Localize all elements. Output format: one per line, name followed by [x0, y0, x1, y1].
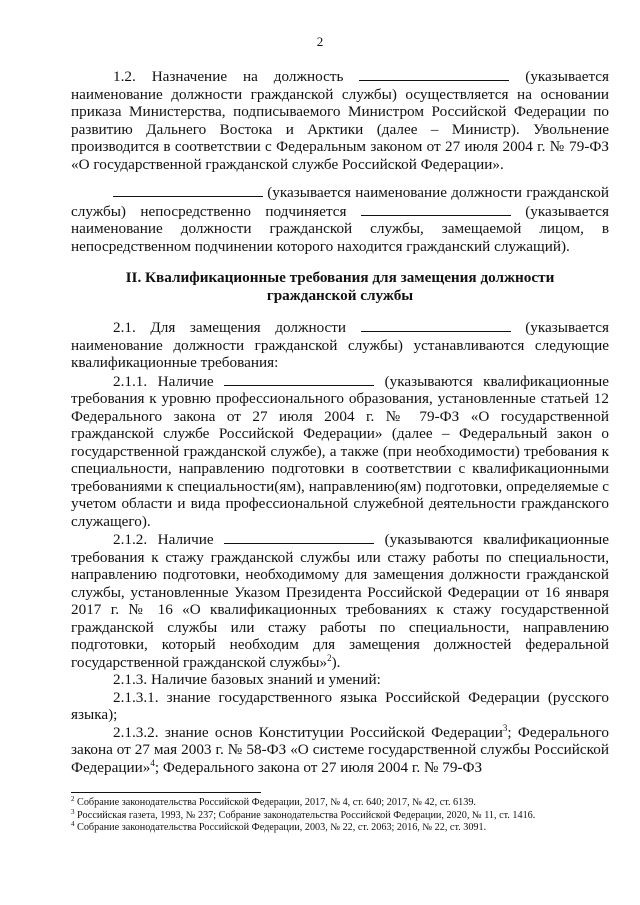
blank-education-line: [224, 372, 374, 386]
paragraph-2-1-2-start: 2.1.2. Наличие: [113, 531, 225, 548]
footnote-2: [71, 797, 609, 810]
footnote-text: Собрание законодательства Российской Федерации, 2003, № 22, ст. 2063; 2016, № 22, ст. 3091.: [74, 822, 487, 833]
footnote-3: [71, 807, 609, 823]
footnote-text: Российская газета, 1993, № 237; Собрание законодательства Российской Федерации, 2020, № 11, ст. 1416.: [74, 809, 536, 821]
paragraph-2-1-start: 2.1. Для замещения должности: [113, 319, 361, 336]
footnote-ref-2: 2: [327, 652, 332, 663]
blank-position-line: [361, 318, 511, 332]
paragraph-2-1-rest: (указывается наименование должности гражданской службы) устанавливаются следующие квалификационные требования:: [71, 319, 609, 371]
paragraph-2-1-1: [71, 372, 609, 531]
footnote-ref-4: 4: [150, 757, 155, 768]
paragraph-2-1-2-body: (указываются квалификационные требования к стажу гражданской службы или стажу работы по специальности, направлению подготовки, необходимому для замещения должности гражданской службы, установленные Указом Президента Российской Федерации от 16 января 2017 г. № 16 «О квалификационных требованиях к стажу государственной гражданской службы или стажу работы по специальности, направлению подготовки, который необходим для замещения должностей федеральной государственной гражданской службы»: [71, 531, 609, 671]
blank-supervisor-line: [361, 202, 511, 216]
footnote-4: [71, 822, 609, 835]
paragraph-subordination-start: (указывается наименование должности гражданской службы) непосредственно подчиняется: [71, 184, 609, 220]
paragraph-2-1-3-2-start: 2.1.3.2. знание основ Конституции Российской Федерации: [113, 723, 503, 741]
paragraph-2-1: [71, 318, 609, 372]
paragraph-2-1-3-1: 2.1.3.1. знание государственного языка Российской Федерации (русского языка);: [71, 688, 609, 723]
document-body: [71, 67, 609, 776]
paragraph-2-1-3: 2.1.3. Наличие базовых знаний и умений:: [113, 671, 381, 688]
paragraph-subordination: [71, 183, 609, 255]
footnote-ref-3: 3: [502, 722, 508, 733]
footnote-number: 4: [71, 820, 75, 828]
paragraph-2-1-1-start: 2.1.1. Наличие: [113, 372, 225, 390]
paragraph-1-2-rest: (указывается наименование должности гражданской службы) осуществляется на основании приказа Министерства, подписываемого Министром Российской Федерации по развитию Дальнего Востока и Арктики (далее – Министр). Увольнение производится в соответствии с Федеральным законом от 27 июля 2004 г. № 79-ФЗ «О государственной гражданской службе Российской Федерации».: [71, 68, 610, 173]
footnote-number: 3: [71, 807, 75, 816]
paragraph-1-2-start: 1.2. Назначение на должность: [113, 68, 344, 85]
footnote-separator: [71, 792, 261, 793]
paragraph-2-1-3-2-mid: ; Федерального закона от 27 мая 2003 г. № 58-ФЗ «О системе государственной службы Российской Федерации»: [71, 723, 609, 776]
paragraph-2-1-1-rest: (указываются квалификационные требования к уровню профессионального образования, установленные статьей 12 Федерального закона от 27 июля 2004 г. № 79-ФЗ «О государственной гражданской службе Российской Федерации» (далее – Федеральный закон о государственной гражданской службе), а также (при необходимости) требования к специальности, направлению подготовки в соответствии с квалификационными требованиями к специальности(ям), направлению(ям) подготовки, определяемые с учетом области и вида профессиональной служебной деятельности гражданского служащего).: [71, 372, 609, 530]
paragraph-1-2: [71, 67, 609, 173]
footnotes: [71, 792, 609, 835]
paragraph-2-1-3-2: [71, 724, 609, 777]
paragraph-2-1-3-2-end: ; Федерального закона от 27 июля 2004 г. № 79-ФЗ: [154, 758, 483, 776]
paragraph-subordination-rest: (указывается наименование должности гражданской службы, замещаемой лицом, в непосредственном подчинении которого находится гражданский служащий).: [71, 202, 610, 255]
footnote-text: Собрание законодательства Российской Федерации, 2017, № 4, ст. 640; 2017, № 42, ст. 6139.: [74, 797, 476, 808]
paragraph-2-1-2: [71, 530, 609, 671]
section-heading-line-1: II. Квалификационные требования для замещения должности: [125, 269, 555, 286]
paragraph-2-1-2-end: ).: [331, 653, 341, 671]
footnote-number: 2: [71, 795, 75, 803]
blank-position-line: [359, 67, 509, 81]
blank-experience-line: [224, 530, 374, 544]
section-heading-line-2: гражданской службы: [266, 286, 414, 304]
page-number: 2: [316, 34, 324, 49]
blank-position-line: [113, 183, 263, 197]
